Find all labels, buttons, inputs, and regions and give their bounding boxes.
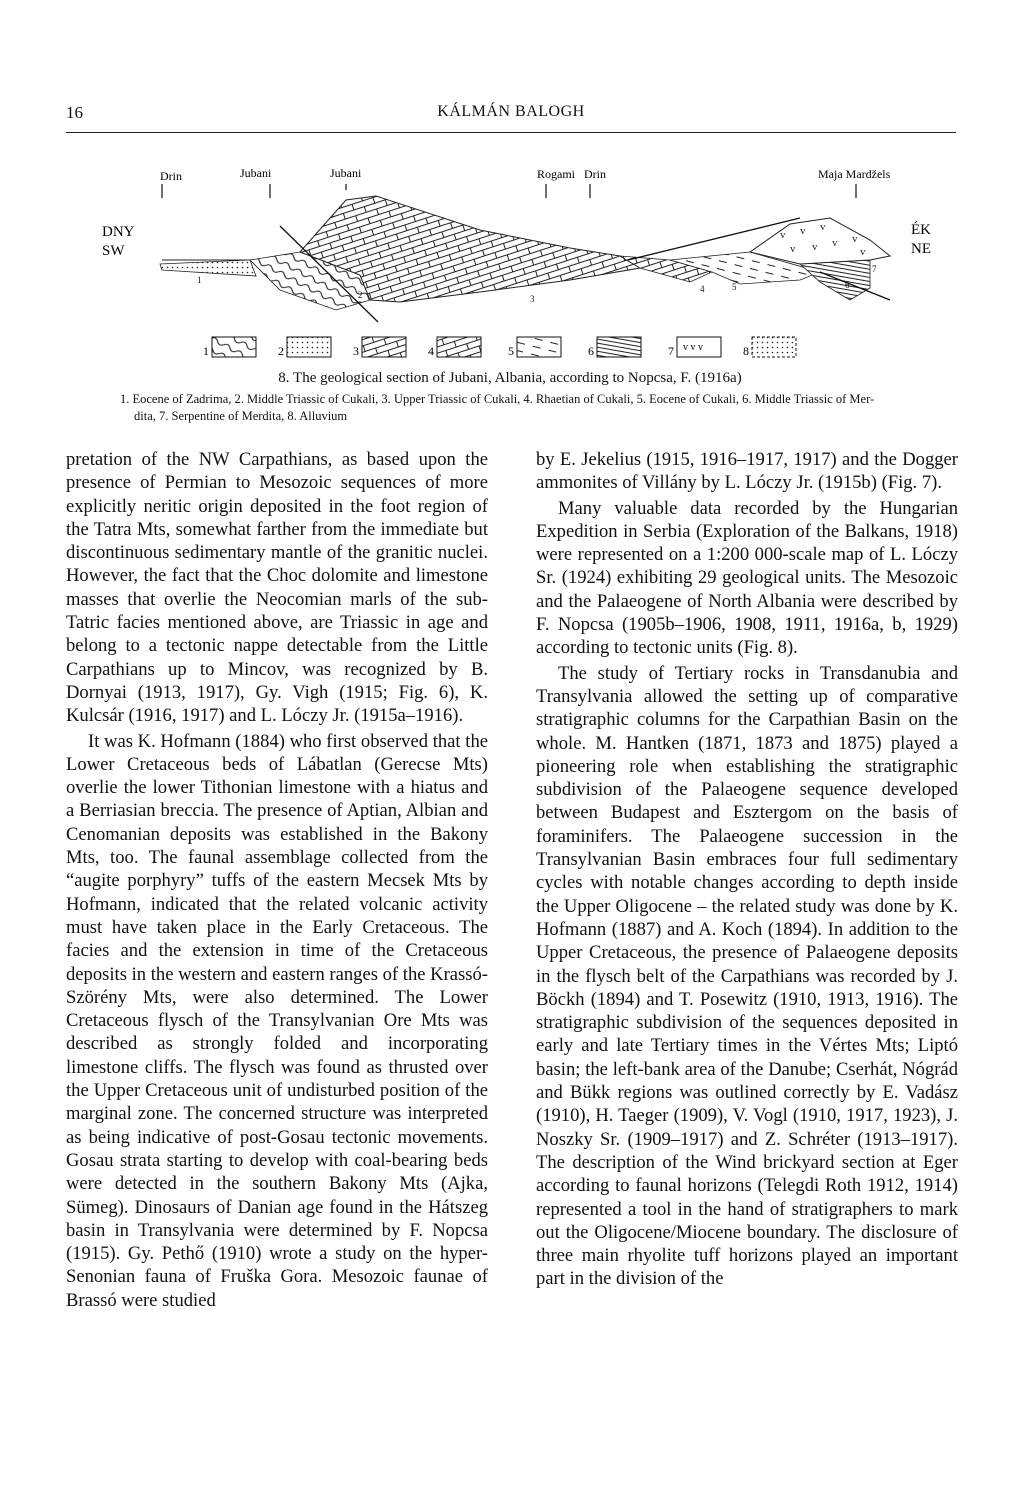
direction-ek: ÉK [911, 222, 931, 238]
right-paragraph-1: by E. Jekelius (1915, 1916–1917, 1917) and the Dogger ammonites of Villány by L. Lóczy Jr. (1915b) (Fig. 7). [536, 449, 958, 494]
place-label-jubani-2: Jubani [330, 166, 362, 180]
unit-label-3: 3 [530, 294, 535, 304]
right-column [536, 448, 958, 1291]
page-number: 16 [66, 103, 83, 122]
legend-number-8: 8 [743, 344, 749, 358]
figure-caption: 8. The geological section of Jubani, Albania, according to Nopcsa, F. (1916a) [278, 370, 742, 386]
legend-number-4: 4 [428, 344, 434, 358]
legend-number-6: 6 [588, 344, 594, 358]
unit-label-7: 7 [872, 264, 877, 274]
left-column [66, 448, 488, 1312]
legend-swatch-2 [287, 337, 331, 357]
legend-swatch-8 [752, 337, 796, 357]
legend-number-5: 5 [508, 344, 514, 358]
svg-text:v: v [812, 241, 818, 253]
legend-swatch-3 [362, 337, 406, 357]
place-label-drin-2: Drin [584, 167, 606, 181]
svg-text:v: v [860, 246, 866, 258]
unit-label-2: 2 [358, 290, 363, 300]
legend-number-1: 1 [203, 344, 209, 358]
place-label-rogami: Rogami [537, 167, 575, 181]
svg-text:v: v [852, 233, 858, 245]
right-paragraph-3: The study of Tertiary rocks in Transdanubia and Transylvania allowed the setting up of comparative stratigraphic columns for the Carpathian Basin on the whole. M. Hantken (1871, 1873 and 1875) played a pioneering role when establishing the stratigraphic subdivision of the Palaeogene sequence developed between Budapest and Esztergom on the basis of foraminifers. The Palaeogene succession in the Transylvanian Basin embraces four full sedimentary cycles with notable changes according to depth inside the Upper Oligocene – the related study was done by K. Hofmann (1887) and A. Koch (1894). In addition to the Upper Cretaceous, the presence of Palaeogene deposits in the flysch belt of the Carpathians was recorded by J. Böckh (1894) and T. Posewitz (1910, 1913, 1916). The stratigraphic subdivision of the sequences deposited in early and late Tertiary times in the Vértes Mts; Liptó basin; the left-bank area of the Danube; Cserhát, Nógrád and Bükk regions was outlined correctly by E. Vadász (1910), H. Taeger (1909), V. Vogl (1910, 1917, 1923), J. Noszky Sr. (1909–1917) and Z. Schréter (1913–1917). The description of the Wind brickyard section at Eger according to faunal horizons (Telegdi Roth 1912, 1914) represented a tool in the hand of stratigraphers to mark out the Oligocene/Miocene boundary. The disclosure of three main rhyolite tuff horizons played an important part in the division of the [536, 662, 958, 1290]
place-label-maja-mardzels: Maja Mardžels [818, 167, 891, 181]
running-header [66, 103, 956, 133]
unit-middle-triassic-merdita [800, 260, 870, 300]
svg-text:v: v [800, 225, 806, 237]
unit-label-1: 1 [197, 275, 202, 285]
legend-swatch-6 [597, 337, 641, 357]
svg-text:v: v [790, 243, 796, 255]
svg-text:v v v: v v v [683, 342, 703, 353]
header-rule [66, 132, 956, 133]
unit-label-4: 4 [700, 284, 705, 294]
unit-label-6: 6 [845, 280, 850, 290]
left-paragraph-1: pretation of the NW Carpathians, as based upon the presence of Permian to Mesozoic sequences of more explicitly neritic origin deposited in the foot region of the Tatra Mts, somewhat farther from the immediate but discontinuous sedimentary mantle of the granitic nuclei. However, the fact that the Choc dolomite and limestone masses that overlie the Neocomian marls of the sub-Tatric facies mentioned above, are Triassic in age and belong to a tectonic nappe detectable from the Little Carpathians up to Mincov, was recognized by B. Dornyai (1913, 1917), Gy. Vigh (1915; Fig. 6), K. Kulcsár (1916, 1917) and L. Lóczy Jr. (1915a–1916). [66, 449, 488, 727]
running-title: KÁLMÁN BALOGH [437, 103, 585, 120]
legend-swatch-5 [517, 337, 561, 357]
unit-alluvium [160, 260, 256, 276]
direction-dny: DNY [102, 224, 135, 240]
figure-legend-line-2: dita, 7. Serpentine of Merdita, 8. Alluvium [134, 409, 348, 423]
figure-legend-text [120, 391, 950, 425]
place-ticks [162, 184, 856, 198]
legend-number-2: 2 [278, 344, 284, 358]
left-paragraph-2: It was K. Hofmann (1884) who first observed that the Lower Cretaceous beds of Lábatlan (Gerecse Mts) overlie the lower Tithonian limestone with a hiatus and a Berriasian breccia. The presence of Aptian, Albian and Cenomanian deposits was established in the Bakony Mts, too. The faunal assemblage collected from the “augite porphyry” tuffs of the eastern Mecsek Mts by Hofmann, indicated that the related volcanic activity must have taken place in the Early Cretaceous. The facies and the extension in time of the Cretaceous deposits in the western and eastern ranges of the Krassó-Szörény Mts, were also determined. The Lower Cretaceous flysch of the Transylvanian Ore Mts was described as strongly folded and incorporating limestone cliffs. The flysch was found as thrusted over the Upper Cretaceous unit of undisturbed position of the marginal zone. The concerned structure was interpreted as being indicative of post-Gosau tectonic movements. Gosau strata starting to develop with coal-bearing beds were detected in the southern Bakony Mts (Ajka, Sümeg). Dinosaurs of Danian age found in the Hátszeg basin in Transylvania were determined by F. Nopcsa (1915). Gy. Pethő (1910) wrote a study on the hyper-Senonian fauna of Fruška Gora. Mesozoic faunae of Brassó were studied [66, 730, 488, 1311]
direction-ne: NE [911, 241, 931, 257]
legend-number-7: 7 [668, 344, 674, 358]
place-label-jubani-1: Jubani [240, 166, 272, 180]
place-labels [160, 166, 891, 183]
legend [203, 337, 796, 358]
geological-section-figure [100, 160, 940, 375]
svg-text:v: v [820, 221, 826, 233]
legend-swatch-4 [437, 337, 481, 357]
svg-text:v: v [780, 229, 786, 241]
right-paragraph-2: Many valuable data recorded by the Hungarian Expedition in Serbia (Exploration of the Balkans, 1918) were represented on a 1:200 000-scale map of L. Lóczy Sr. (1924) exhibiting 29 geological units. The Mesozoic and the Palaeogene of North Albania were described by F. Nopcsa (1905b–1906, 1908, 1911, 1916a, b, 1929) according to tectonic units (Fig. 8). [536, 497, 958, 659]
svg-text:v: v [832, 237, 838, 249]
legend-swatch-1 [212, 337, 256, 357]
figure-legend-line-1: 1. Eocene of Zadrima, 2. Middle Triassic of Cukali, 3. Upper Triassic of Cukali, 4. Rhaetian of Cukali, 5. Eocene of Cukali, 6. Middle Triassic of Mer- [120, 392, 875, 406]
direction-sw: SW [102, 243, 125, 259]
section-units [160, 196, 890, 310]
place-label-drin: Drin [160, 169, 182, 183]
legend-number-3: 3 [353, 344, 359, 358]
unit-label-5: 5 [732, 282, 737, 292]
